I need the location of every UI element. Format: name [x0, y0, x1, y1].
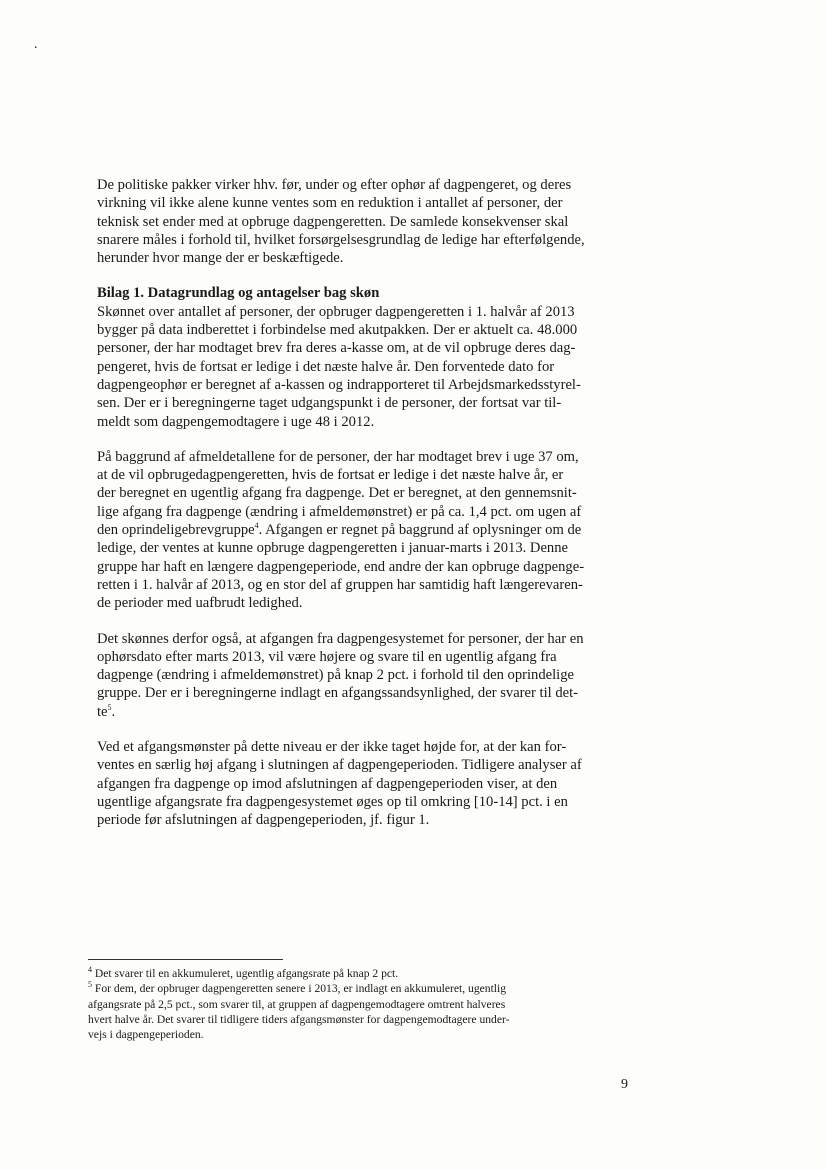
text-line: lige afgang fra dagpenge (ændring i afmeldemønstret) er på ca. 1,4 pct. om ugen af — [97, 503, 582, 520]
text-line: pengeret, hvis de fortsat er ledige i det næste halve år. Den forventede dato for — [97, 358, 555, 375]
footnote-text: afgangsrate på 2,5 pct., som svarer til, at gruppen af dagpengemodtagere omtrent halveres — [88, 997, 506, 1011]
text-line: meldt som dagpengemodtagere i uge 48 i 2012. — [97, 413, 375, 430]
text-line: snarere måles i forhold til, hvilket forsørgelsesgrundlag de ledige har efterfølgende, — [97, 231, 585, 248]
text-line: Skønnet over antallet af personer, der opbruger dagpengeretten i 1. halvår af 2013 — [97, 303, 575, 320]
footnote-divider — [88, 959, 283, 960]
text-line: ugentlige afgangsrate fra dagpengesystemet øges op til omkring [10-14] pct. i en — [97, 793, 568, 810]
text-line: de perioder med uafbrudt ledighed. — [97, 595, 303, 612]
footnote-ref-5: 5 — [107, 702, 112, 712]
text-line: gruppe. Der er i beregningerne indlagt en afgangssandsynlighed, der svarer til det- — [97, 685, 579, 702]
text-line: sen. Der er i beregningerne taget udgangspunkt i de personer, der fortsat var til- — [97, 395, 562, 412]
text-line: dagpengeophør er beregnet af a-kassen og indrapporteret til Arbejdsmarkedsstyrel- — [97, 376, 581, 393]
stray-mark: . — [34, 37, 38, 52]
paragraph-afgangsmoenster — [97, 738, 597, 829]
page-number: 9 — [621, 1077, 628, 1092]
section-heading: Bilag 1. Datagrundlag og antagelser bag skøn — [97, 285, 380, 302]
text-line: personer, der har modtaget brev fra deres a-kasse om, at de vil opbruge deres dag- — [97, 340, 576, 357]
footnote-ref-4: 4 — [254, 521, 259, 531]
text-fragment: te — [97, 703, 108, 720]
text-line: at de vil opbrugedagpengeretten, hvis de fortsat er ledige i det næste halve år, er — [97, 467, 564, 484]
footnote-4 — [88, 966, 593, 981]
text-line: ledige, der ventes at kunne opbruge dagpengeretten i januar-marts i 2013. Denne — [97, 540, 568, 557]
text-fragment: . Afgangen er regnet på baggrund af oplysninger om de — [258, 522, 582, 539]
text-line: dagpenge (ændring i afmeldemønstret) på knap 2 pct. i forhold til den oprindelige — [97, 667, 575, 684]
text-line: retten i 1. halvår af 2013, og en stor del af gruppen har samtidig haft længerevaren- — [97, 576, 583, 593]
text-line: bygger på data indberettet i forbindelse med akutpakken. Der er aktuelt ca. 48.000 — [97, 322, 578, 339]
text-line: På baggrund af afmeldetallene for de personer, der har modtaget brev i uge 37 om, — [97, 448, 579, 465]
text-line: periode før afslutningen af dagpengeperioden, jf. figur 1. — [97, 812, 430, 829]
text-line: teknisk set ender med at opbruge dagpengeretten. De samlede konsekvenser skal — [97, 213, 569, 230]
text-line: ophørsdato efter marts 2013, vil være højere og svare til en ugentlig afgang fra — [97, 648, 557, 665]
text-line: gruppe har haft en længere dagpengeperiode, end andre der kan opbruge dagpenge- — [97, 558, 585, 575]
text-fragment: den oprindeligebrevgruppe — [97, 522, 255, 539]
paragraph-skoennes — [97, 630, 597, 721]
footnote-text: Det svarer til en akkumuleret, ugentlig afgangsrate på knap 2 pct. — [94, 967, 399, 980]
text-line: ventes en særlig høj afgang i slutningen af dagpengeperioden. Tidligere analyser af — [97, 757, 582, 774]
footnote-text: vejs i dagpengeperioden. — [88, 1028, 204, 1042]
text-fragment: . — [111, 703, 116, 720]
footnote-number: 4 — [88, 965, 92, 975]
footnote-number: 5 — [88, 980, 92, 990]
footnote-5 — [88, 981, 593, 996]
paragraph-bilag — [97, 284, 597, 430]
text-line: herunder hvor mange der er beskæftigede. — [97, 250, 344, 267]
document-body — [97, 176, 597, 830]
paragraph-baggrund — [97, 448, 597, 613]
footnote-text: For dem, der opbruger dagpengeretten senere i 2013, er indlagt en akkumuleret, ugentlig — [94, 982, 507, 996]
text-line-with-footnote-ref — [97, 703, 597, 721]
paragraph-intro — [97, 176, 597, 267]
text-line: der beregnet en ugentlig afgang fra dagpenge. Det er beregnet, at den gennemsnit- — [97, 485, 577, 502]
text-line: Det skønnes derfor også, at afgangen fra dagpengesystemet for personer, der har en — [97, 630, 584, 647]
text-line: De politiske pakker virker hhv. før, under og efter ophør af dagpengeret, og deres — [97, 177, 572, 193]
text-line: virkning vil ikke alene kunne ventes som en reduktion i antallet af personer, der — [97, 195, 563, 212]
text-line: Ved et afgangsmønster på dette niveau er der ikke taget højde for, at der kan for- — [97, 739, 567, 756]
text-line-with-footnote-ref — [97, 521, 597, 539]
footnotes — [88, 966, 593, 1042]
text-line: afgangen fra dagpenge op imod afslutningen af dagpengeperioden viser, at den — [97, 775, 558, 792]
footnote-text: hvert halve år. Det svarer til tidligere tiders afgangsmønster for dagpengemodtagere under- — [88, 1012, 510, 1026]
